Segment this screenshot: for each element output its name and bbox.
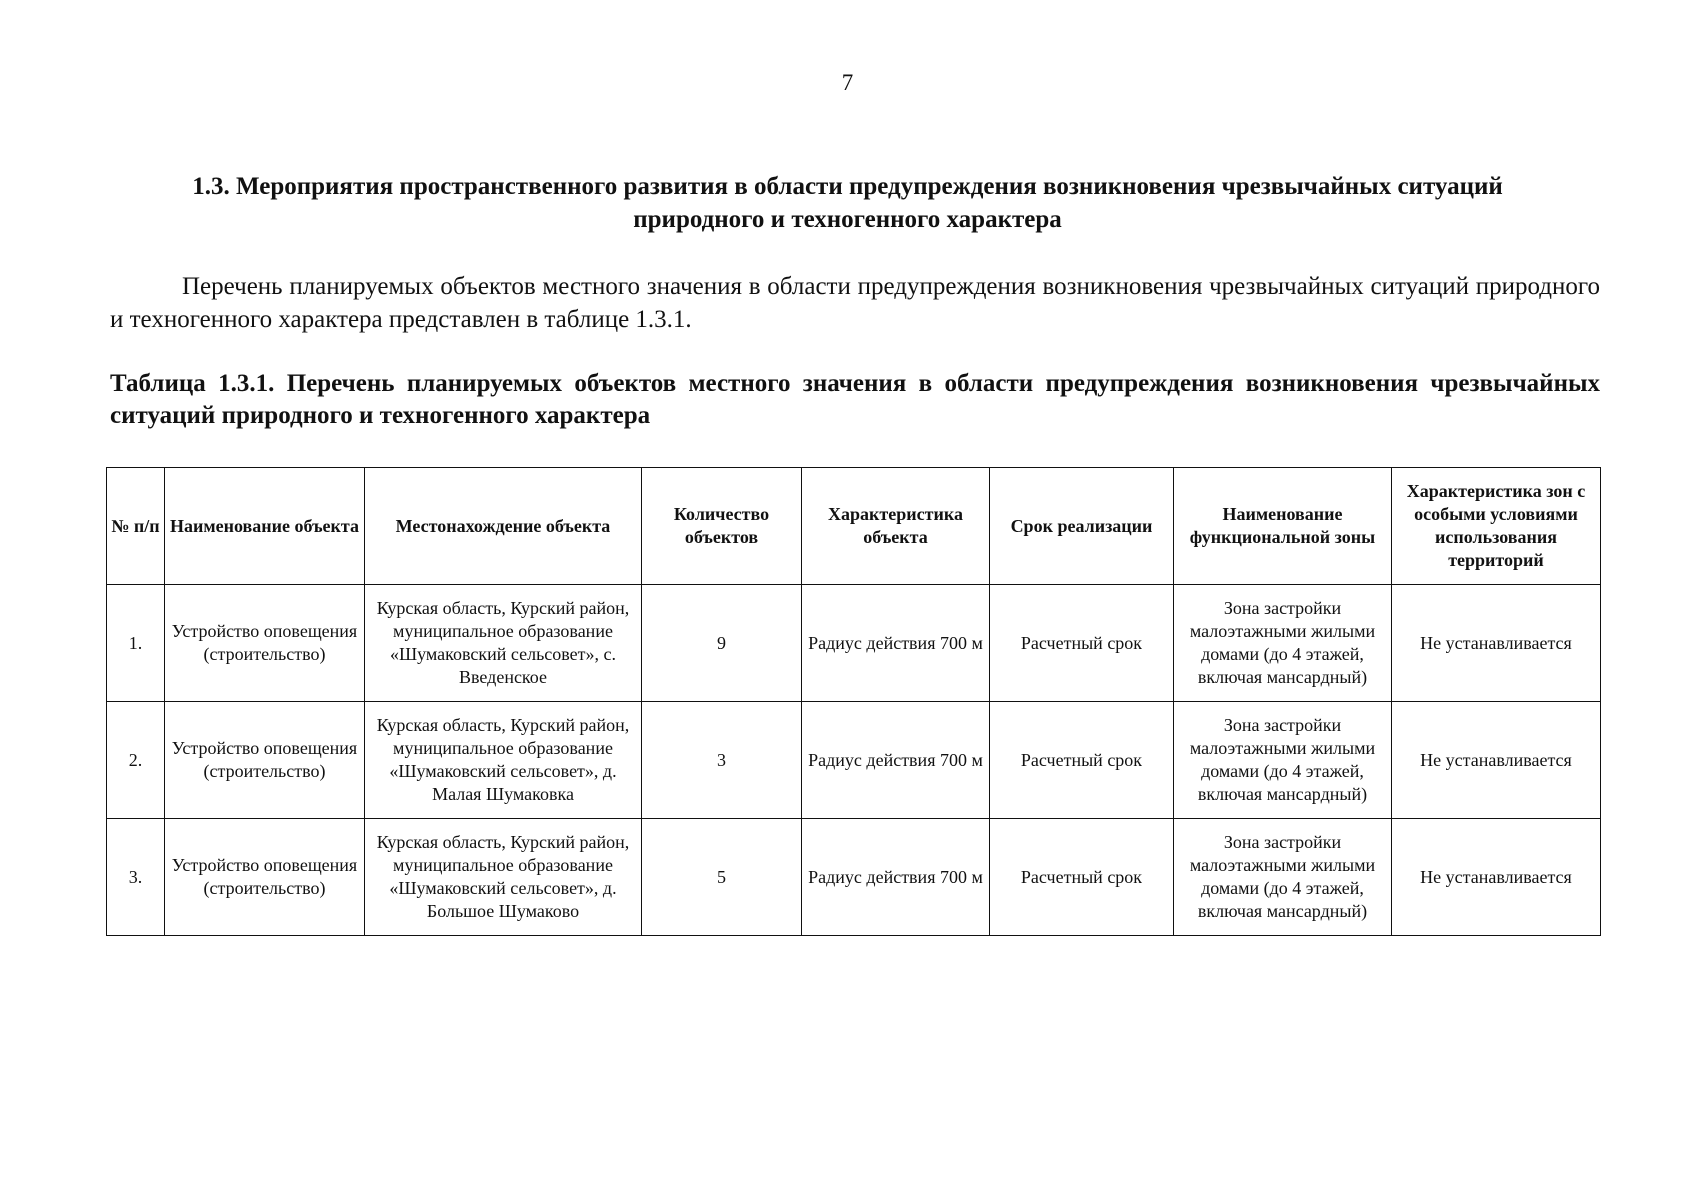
objects-table [106, 467, 1601, 936]
cell-special-zones: Не устанавливается [1392, 702, 1601, 819]
header-deadline: Срок реализации [990, 468, 1174, 585]
cell-functional-zone: Зона застройки малоэтажными жилыми домами (до 4 этажей, включая мансардный) [1174, 702, 1392, 819]
cell-quantity: 9 [642, 585, 802, 702]
header-special-zones: Характеристика зон с особыми условиями использования территорий [1392, 468, 1601, 585]
cell-special-zones: Не устанавливается [1392, 819, 1601, 936]
intro-paragraph: Перечень планируемых объектов местного значения в области предупреждения возникновения чрезвычайных ситуаций природного и техногенного характера представлен в таблице 1.3.1. [110, 273, 1600, 333]
cell-location: Курская область, Курский район, муниципальное образование «Шумаковский сельсовет», д. Большое Шумаково [365, 819, 642, 936]
cell-functional-zone: Зона застройки малоэтажными жилыми домами (до 4 этажей, включая мансардный) [1174, 585, 1392, 702]
header-number: № п/п [107, 468, 165, 585]
header-characteristic: Характеристика объекта [802, 468, 990, 585]
cell-number: 2. [107, 702, 165, 819]
table-header-row [107, 468, 1601, 585]
cell-characteristic: Радиус действия 700 м [802, 702, 990, 819]
cell-quantity: 3 [642, 702, 802, 819]
table-row [107, 702, 1601, 819]
cell-object-name: Устройство оповещения (строительство) [165, 585, 365, 702]
cell-location: Курская область, Курский район, муниципальное образование «Шумаковский сельсовет», д. Малая Шумаковка [365, 702, 642, 819]
cell-number: 3. [107, 819, 165, 936]
section-title: 1.3. Мероприятия пространственного развития в области предупреждения возникновения чрезвычайных ситуаций природного и техногенного характера [192, 173, 1503, 233]
cell-characteristic: Радиус действия 700 м [802, 585, 990, 702]
cell-deadline: Расчетный срок [990, 585, 1174, 702]
cell-deadline: Расчетный срок [990, 702, 1174, 819]
header-object-name: Наименование объекта [165, 468, 365, 585]
cell-functional-zone: Зона застройки малоэтажными жилыми домами (до 4 этажей, включая мансардный) [1174, 819, 1392, 936]
cell-object-name: Устройство оповещения (строительство) [165, 702, 365, 819]
cell-deadline: Расчетный срок [990, 819, 1174, 936]
table-row [107, 819, 1601, 936]
cell-quantity: 5 [642, 819, 802, 936]
cell-special-zones: Не устанавливается [1392, 585, 1601, 702]
header-quantity: Количество объектов [642, 468, 802, 585]
header-functional-zone: Наименование функциональной зоны [1174, 468, 1392, 585]
table-caption: Таблица 1.3.1. Перечень планируемых объектов местного значения в области предупреждения возникновения чрезвычайных ситуаций природного и техногенного характера [110, 370, 1600, 429]
header-location: Местонахождение объекта [365, 468, 642, 585]
table-row [107, 585, 1601, 702]
cell-characteristic: Радиус действия 700 м [802, 819, 990, 936]
page-number: 7 [841, 70, 854, 95]
cell-location: Курская область, Курский район, муниципальное образование «Шумаковский сельсовет», с. Введенское [365, 585, 642, 702]
cell-object-name: Устройство оповещения (строительство) [165, 819, 365, 936]
cell-number: 1. [107, 585, 165, 702]
